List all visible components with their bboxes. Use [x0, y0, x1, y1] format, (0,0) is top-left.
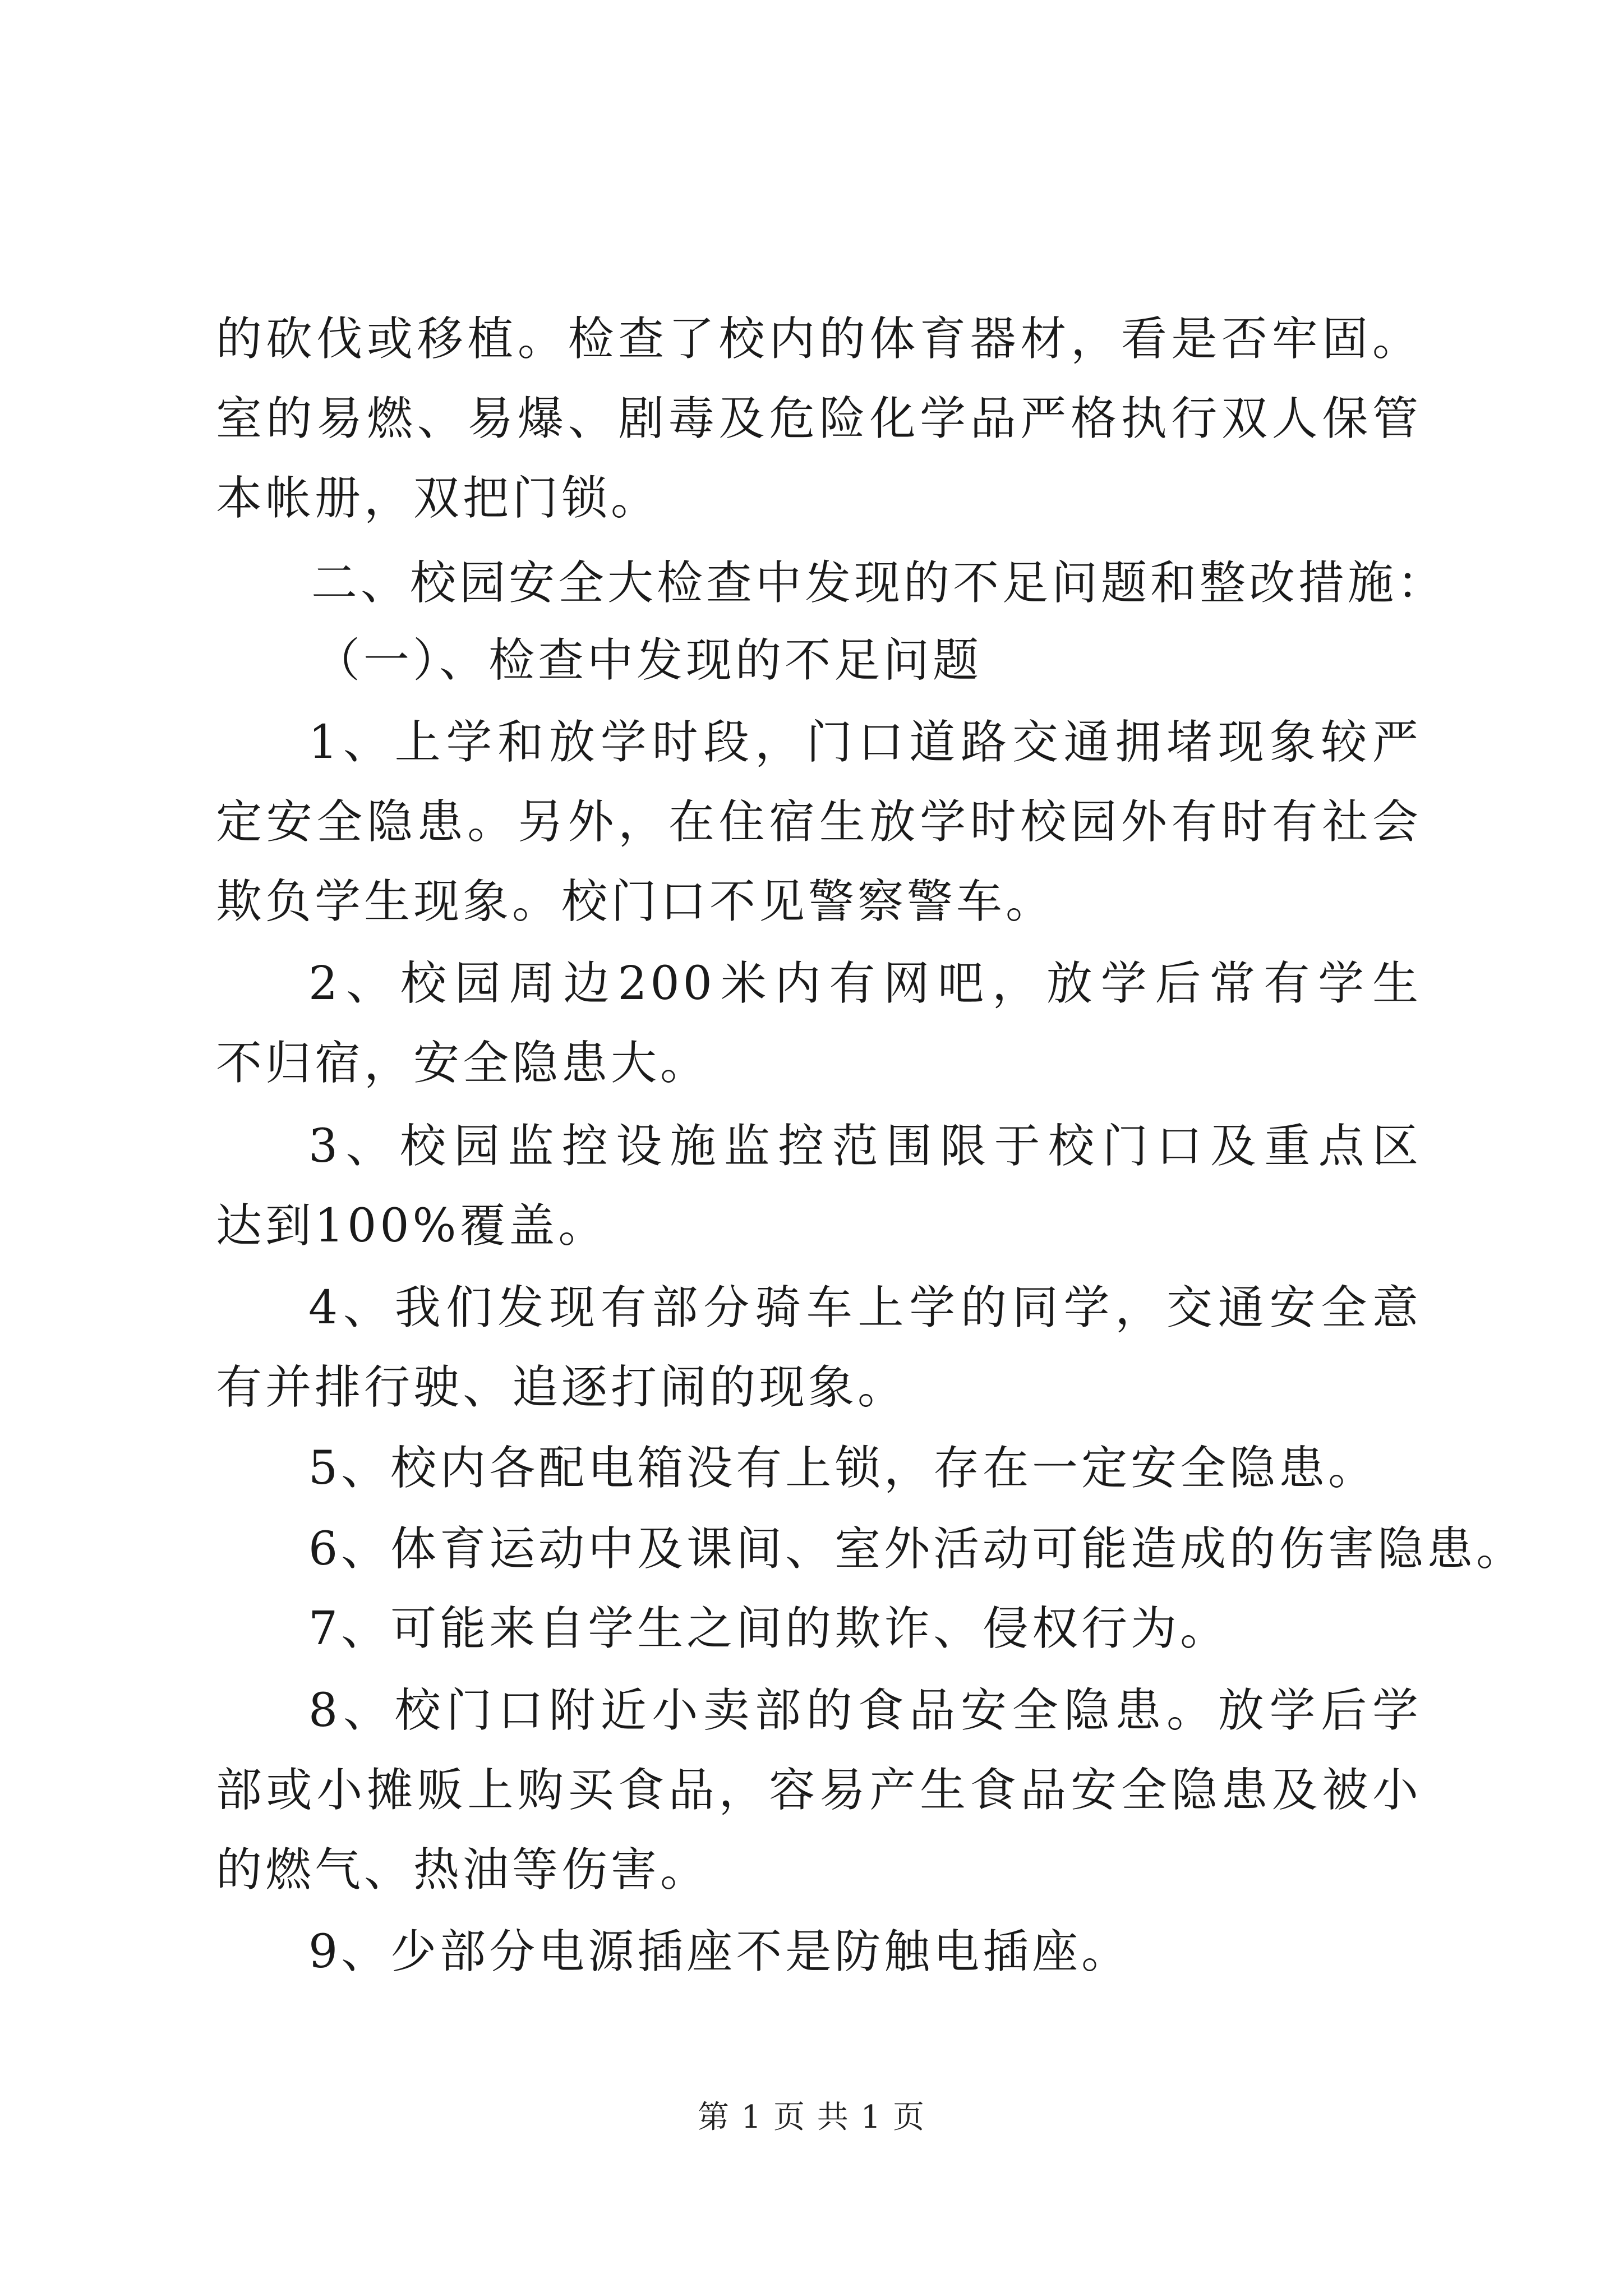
body-line-1: 的砍伐或移植。检查了校内的体育器材，看是否牢固。 [216, 312, 1422, 366]
body-line-18: 8、校门口附近小卖部的食品安全隐患。放学后学 [308, 1684, 1422, 1737]
page-footer: 第 1 页 共 1 页 [697, 2099, 926, 2136]
body-line-17: 7、可能来自学生之间的欺诈、侵权行为。 [308, 1602, 1230, 1655]
body-line-16: 6、体育运动中及课间、室外活动可能造成的伤害隐患。 [308, 1522, 1526, 1576]
body-line-13: 4、我们发现有部分骑车上学的同学，交通安全意 [308, 1281, 1422, 1335]
body-line-21: 9、少部分电源插座不是防触电插座。 [308, 1925, 1131, 1978]
body-line-9: 2、校园周边200米内有网吧，放学后常有学生 [308, 957, 1422, 1010]
body-line-7: 定安全隐患。另外，在住宿生放学时校园外有时有社会 [216, 795, 1422, 849]
subsection-heading: （一）、检查中发现的不足问题 [314, 634, 983, 687]
body-line-14: 有并排行驶、追逐打闹的现象。 [216, 1361, 907, 1414]
section-heading: 二、校园安全大检查中发现的不足问题和整改措施： [311, 556, 1447, 610]
body-line-8: 欺负学生现象。校门口不见警察警车。 [216, 875, 1055, 928]
body-line-15: 5、校内各配电箱没有上锁，存在一定安全隐患。 [308, 1442, 1378, 1495]
body-line-10: 不归宿，安全隐患大。 [216, 1037, 710, 1090]
body-line-2: 室的易燃、易爆、剧毒及危险化学品严格执行双人保管 [216, 392, 1422, 445]
body-line-20: 的燃气、热油等伤害。 [216, 1843, 710, 1897]
body-line-19: 部或小摊贩上购买食品，容易产生食品安全隐患及被小 [216, 1764, 1422, 1817]
body-line-3: 本帐册，双把门锁。 [216, 472, 661, 525]
body-line-11: 3、校园监控设施监控范围限于校门口及重点区 [308, 1120, 1422, 1173]
body-line-12: 达到100%覆盖。 [216, 1199, 608, 1253]
body-line-6: 1、上学和放学时段，门口道路交通拥堵现象较严 [308, 716, 1422, 769]
